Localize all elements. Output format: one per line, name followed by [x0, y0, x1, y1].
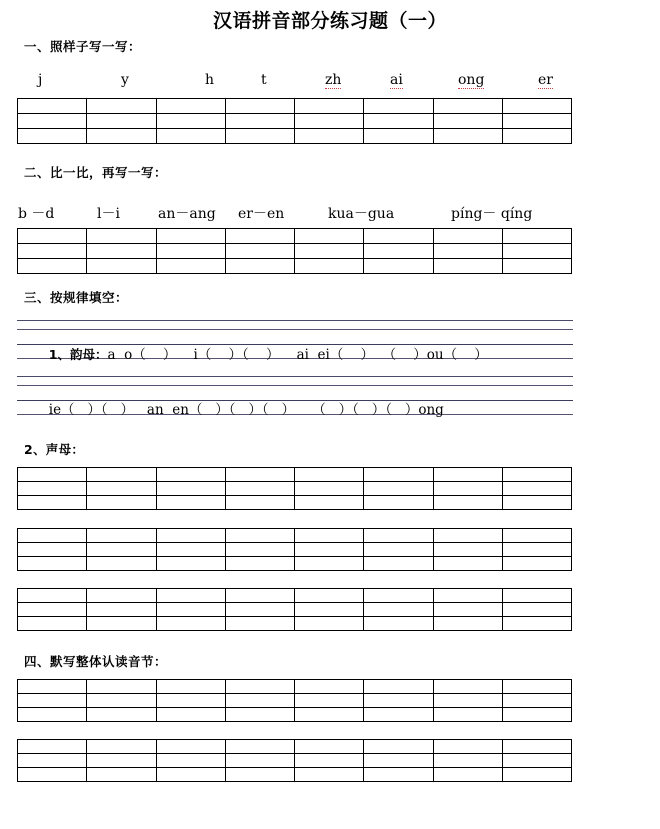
- table-cell[interactable]: [225, 259, 294, 274]
- section-3-initials-table-2[interactable]: [17, 528, 572, 571]
- page-title: 汉语拼音部分练习题（一）: [212, 10, 447, 32]
- section-3-item2-label: 2、声母：: [24, 442, 85, 457]
- table-cell[interactable]: [156, 768, 225, 782]
- table-cell[interactable]: [433, 129, 502, 144]
- table-cell[interactable]: [502, 482, 571, 496]
- sample-label: píng－ qíng: [451, 206, 533, 222]
- table-cell[interactable]: [502, 99, 571, 114]
- table-cell[interactable]: [295, 589, 364, 603]
- table-cell[interactable]: [433, 708, 502, 722]
- section-3-item1-line1-pinyin-paper[interactable]: [17, 320, 573, 363]
- table-cell[interactable]: [433, 259, 502, 274]
- table-cell[interactable]: [156, 99, 225, 114]
- table-cell[interactable]: [18, 259, 87, 274]
- table-cell[interactable]: [87, 468, 156, 482]
- table-cell[interactable]: [502, 617, 571, 631]
- table-cell[interactable]: [502, 754, 571, 768]
- table-cell[interactable]: [87, 708, 156, 722]
- table-cell[interactable]: [156, 680, 225, 694]
- sample-label: [458, 72, 484, 88]
- table-cell[interactable]: [225, 543, 294, 557]
- table-cell[interactable]: [225, 482, 294, 496]
- section-2-heading: 二、比一比，再写一写：: [24, 165, 168, 180]
- section-4-heading: 四、默写整体认读音节：: [24, 654, 168, 669]
- table-cell[interactable]: [433, 244, 502, 259]
- table-row: [18, 99, 572, 114]
- table-cell[interactable]: [18, 557, 87, 571]
- table-cell[interactable]: [433, 740, 502, 754]
- table-cell[interactable]: [87, 557, 156, 571]
- table-cell[interactable]: [295, 680, 364, 694]
- table-cell[interactable]: [225, 740, 294, 754]
- table-cell[interactable]: [295, 603, 364, 617]
- table-cell[interactable]: [87, 740, 156, 754]
- table-cell[interactable]: [225, 694, 294, 708]
- table-cell[interactable]: [225, 468, 294, 482]
- table-cell[interactable]: [433, 754, 502, 768]
- rule-line-top: [17, 376, 573, 377]
- section-3-item1-label: 1、韵母：: [48, 347, 108, 362]
- table-row: [18, 543, 572, 557]
- section-1-sample-letters: [17, 72, 572, 94]
- table-cell[interactable]: [433, 99, 502, 114]
- table-cell[interactable]: [295, 129, 364, 144]
- sample-label: b －d: [18, 206, 55, 222]
- table-row: [18, 740, 572, 754]
- table-cell[interactable]: [433, 114, 502, 129]
- table-row: [18, 557, 572, 571]
- table-cell[interactable]: [87, 754, 156, 768]
- table-cell[interactable]: [433, 229, 502, 244]
- table-cell[interactable]: [295, 708, 364, 722]
- table-cell[interactable]: [225, 708, 294, 722]
- table-row: [18, 229, 572, 244]
- table-cell[interactable]: [87, 617, 156, 631]
- table-cell[interactable]: [225, 496, 294, 510]
- section-4-syllable-table-1[interactable]: [17, 679, 572, 722]
- table-cell[interactable]: [502, 589, 571, 603]
- table-cell[interactable]: [502, 708, 571, 722]
- sample-label: j: [38, 72, 43, 88]
- table-cell[interactable]: [18, 99, 87, 114]
- table-cell[interactable]: [87, 768, 156, 782]
- table-row: [18, 768, 572, 782]
- table-cell[interactable]: [295, 529, 364, 543]
- table-cell[interactable]: [18, 244, 87, 259]
- section-3-item1-line1-content: [23, 326, 488, 363]
- spellcheck-underline: ong: [458, 72, 485, 88]
- table-cell[interactable]: [364, 114, 433, 129]
- table-cell[interactable]: [18, 114, 87, 129]
- table-row: [18, 694, 572, 708]
- sample-label: t: [261, 72, 267, 88]
- table-cell[interactable]: [295, 694, 364, 708]
- sample-label: l－i: [97, 206, 120, 222]
- table-cell[interactable]: [156, 754, 225, 768]
- table-row: [18, 114, 572, 129]
- table-cell[interactable]: [364, 694, 433, 708]
- table-cell[interactable]: [225, 99, 294, 114]
- table-cell[interactable]: [87, 129, 156, 144]
- table-cell[interactable]: [364, 768, 433, 782]
- table-cell[interactable]: [502, 603, 571, 617]
- section-3-item1-line2-content: [23, 382, 444, 418]
- table-cell[interactable]: [18, 482, 87, 496]
- table-cell[interactable]: [87, 543, 156, 557]
- table-row: [18, 603, 572, 617]
- table-cell[interactable]: [502, 496, 571, 510]
- table-cell[interactable]: [295, 229, 364, 244]
- table-cell[interactable]: [156, 496, 225, 510]
- table-row: [18, 708, 572, 722]
- table-cell[interactable]: [225, 754, 294, 768]
- table-cell[interactable]: [364, 482, 433, 496]
- section-4-syllable-table-2[interactable]: [17, 739, 572, 782]
- table-cell[interactable]: [433, 694, 502, 708]
- table-cell[interactable]: [295, 557, 364, 571]
- table-cell[interactable]: [364, 244, 433, 259]
- spellcheck-underline: zh: [325, 72, 342, 88]
- table-row: [18, 496, 572, 510]
- table-cell[interactable]: [18, 617, 87, 631]
- table-cell[interactable]: [18, 680, 87, 694]
- table-cell[interactable]: [225, 768, 294, 782]
- table-cell[interactable]: [295, 543, 364, 557]
- section-1-heading: 一、照样子写一写：: [24, 39, 142, 54]
- table-cell[interactable]: [502, 543, 571, 557]
- table-cell[interactable]: [225, 557, 294, 571]
- table-cell[interactable]: [295, 754, 364, 768]
- table-row: [18, 244, 572, 259]
- table-cell[interactable]: [364, 589, 433, 603]
- table-cell[interactable]: [156, 114, 225, 129]
- table-cell[interactable]: [18, 129, 87, 144]
- table-cell[interactable]: [225, 129, 294, 144]
- table-cell[interactable]: [364, 617, 433, 631]
- section-3-item1-line2-text: ie（ ）（ ） an en（ ）（ ）（ ） （ ）（ ）（ ）ong: [48, 402, 444, 418]
- spellcheck-underline: ai: [390, 72, 403, 88]
- rule-line-top: [17, 320, 573, 321]
- table-row: [18, 617, 572, 631]
- table-cell[interactable]: [364, 680, 433, 694]
- table-cell[interactable]: [433, 768, 502, 782]
- table-cell[interactable]: [18, 768, 87, 782]
- table-cell[interactable]: [156, 244, 225, 259]
- table-cell[interactable]: [225, 244, 294, 259]
- table-cell[interactable]: [295, 259, 364, 274]
- table-cell[interactable]: [18, 496, 87, 510]
- table-row: [18, 468, 572, 482]
- table-cell[interactable]: [225, 114, 294, 129]
- table-cell[interactable]: [433, 603, 502, 617]
- table-cell[interactable]: [87, 680, 156, 694]
- table-cell[interactable]: [433, 543, 502, 557]
- table-cell[interactable]: [156, 543, 225, 557]
- table-cell[interactable]: [364, 99, 433, 114]
- table-cell[interactable]: [502, 740, 571, 754]
- table-cell[interactable]: [18, 754, 87, 768]
- table-row: [18, 129, 572, 144]
- sample-label: er－en: [238, 206, 285, 222]
- table-cell[interactable]: [87, 229, 156, 244]
- table-cell[interactable]: [295, 114, 364, 129]
- table-row: [18, 259, 572, 274]
- table-cell[interactable]: [364, 229, 433, 244]
- table-cell[interactable]: [18, 603, 87, 617]
- table-cell[interactable]: [364, 468, 433, 482]
- table-cell[interactable]: [18, 589, 87, 603]
- table-cell[interactable]: [87, 589, 156, 603]
- sample-label: [390, 72, 403, 88]
- table-cell[interactable]: [364, 603, 433, 617]
- sample-label: an－ang: [158, 206, 216, 222]
- table-cell[interactable]: [295, 740, 364, 754]
- table-cell[interactable]: [87, 244, 156, 259]
- table-cell[interactable]: [225, 680, 294, 694]
- table-cell[interactable]: [87, 496, 156, 510]
- table-cell[interactable]: [295, 617, 364, 631]
- table-cell[interactable]: [364, 708, 433, 722]
- table-cell[interactable]: [364, 496, 433, 510]
- table-row: [18, 482, 572, 496]
- table-cell[interactable]: [433, 557, 502, 571]
- table-cell[interactable]: [18, 543, 87, 557]
- table-cell[interactable]: [502, 259, 571, 274]
- sample-label: kua－gua: [328, 206, 395, 222]
- table-cell[interactable]: [364, 754, 433, 768]
- table-cell[interactable]: [156, 229, 225, 244]
- spellcheck-underline: er: [538, 72, 553, 88]
- table-cell[interactable]: [502, 129, 571, 144]
- table-cell[interactable]: [364, 740, 433, 754]
- table-cell[interactable]: [364, 543, 433, 557]
- table-cell[interactable]: [156, 740, 225, 754]
- table-cell[interactable]: [18, 529, 87, 543]
- table-cell[interactable]: [156, 589, 225, 603]
- sample-label: y: [121, 72, 129, 88]
- section-3-item1-line1-text: a o（ ） i（ ）（ ） ai ei（ ） （ ）ou（ ）: [107, 347, 488, 363]
- table-cell[interactable]: [18, 229, 87, 244]
- table-cell[interactable]: [502, 468, 571, 482]
- table-row: [18, 680, 572, 694]
- table-cell[interactable]: [433, 482, 502, 496]
- table-cell[interactable]: [433, 468, 502, 482]
- table-cell[interactable]: [156, 529, 225, 543]
- table-cell[interactable]: [295, 768, 364, 782]
- section-3-item1-line2-pinyin-paper[interactable]: [17, 376, 573, 416]
- table-cell[interactable]: [156, 129, 225, 144]
- table-cell[interactable]: [364, 259, 433, 274]
- table-cell[interactable]: [225, 529, 294, 543]
- table-cell[interactable]: [87, 114, 156, 129]
- table-cell[interactable]: [364, 129, 433, 144]
- table-cell[interactable]: [364, 557, 433, 571]
- table-cell[interactable]: [433, 529, 502, 543]
- section-2-practice-table[interactable]: [17, 228, 572, 274]
- table-cell[interactable]: [156, 694, 225, 708]
- table-cell[interactable]: [364, 529, 433, 543]
- table-cell[interactable]: [156, 468, 225, 482]
- table-cell[interactable]: [433, 496, 502, 510]
- table-cell[interactable]: [502, 680, 571, 694]
- table-cell[interactable]: [225, 589, 294, 603]
- section-2-sample-pairs: [17, 203, 572, 225]
- table-cell[interactable]: [502, 244, 571, 259]
- table-cell[interactable]: [225, 603, 294, 617]
- table-cell[interactable]: [433, 589, 502, 603]
- table-cell[interactable]: [502, 529, 571, 543]
- table-cell[interactable]: [295, 496, 364, 510]
- table-cell[interactable]: [433, 617, 502, 631]
- section-3-initials-table-3[interactable]: [17, 588, 572, 631]
- sample-label: [538, 72, 553, 88]
- table-cell[interactable]: [18, 740, 87, 754]
- table-cell[interactable]: [502, 114, 571, 129]
- table-row: [18, 529, 572, 543]
- sample-label: [325, 72, 341, 88]
- table-cell[interactable]: [433, 680, 502, 694]
- table-cell[interactable]: [502, 768, 571, 782]
- section-3-initials-table-1[interactable]: [17, 467, 572, 510]
- table-cell[interactable]: [156, 482, 225, 496]
- section-3-heading: 三、按规律填空：: [24, 290, 129, 305]
- section-1-practice-table[interactable]: [17, 98, 572, 144]
- table-cell[interactable]: [156, 603, 225, 617]
- sample-label: h: [205, 72, 215, 88]
- table-row: [18, 589, 572, 603]
- table-cell[interactable]: [156, 708, 225, 722]
- table-cell[interactable]: [18, 468, 87, 482]
- table-cell[interactable]: [156, 557, 225, 571]
- table-cell[interactable]: [502, 557, 571, 571]
- table-cell[interactable]: [87, 603, 156, 617]
- table-cell[interactable]: [87, 529, 156, 543]
- table-cell[interactable]: [87, 99, 156, 114]
- table-cell[interactable]: [225, 229, 294, 244]
- table-cell[interactable]: [87, 482, 156, 496]
- table-cell[interactable]: [87, 259, 156, 274]
- table-cell[interactable]: [18, 694, 87, 708]
- table-row: [18, 754, 572, 768]
- table-cell[interactable]: [295, 244, 364, 259]
- table-cell[interactable]: [18, 708, 87, 722]
- table-cell[interactable]: [295, 468, 364, 482]
- table-cell[interactable]: [502, 229, 571, 244]
- table-cell[interactable]: [502, 694, 571, 708]
- table-cell[interactable]: [87, 694, 156, 708]
- table-cell[interactable]: [295, 99, 364, 114]
- table-cell[interactable]: [225, 617, 294, 631]
- table-cell[interactable]: [295, 482, 364, 496]
- table-cell[interactable]: [156, 617, 225, 631]
- table-cell[interactable]: [156, 259, 225, 274]
